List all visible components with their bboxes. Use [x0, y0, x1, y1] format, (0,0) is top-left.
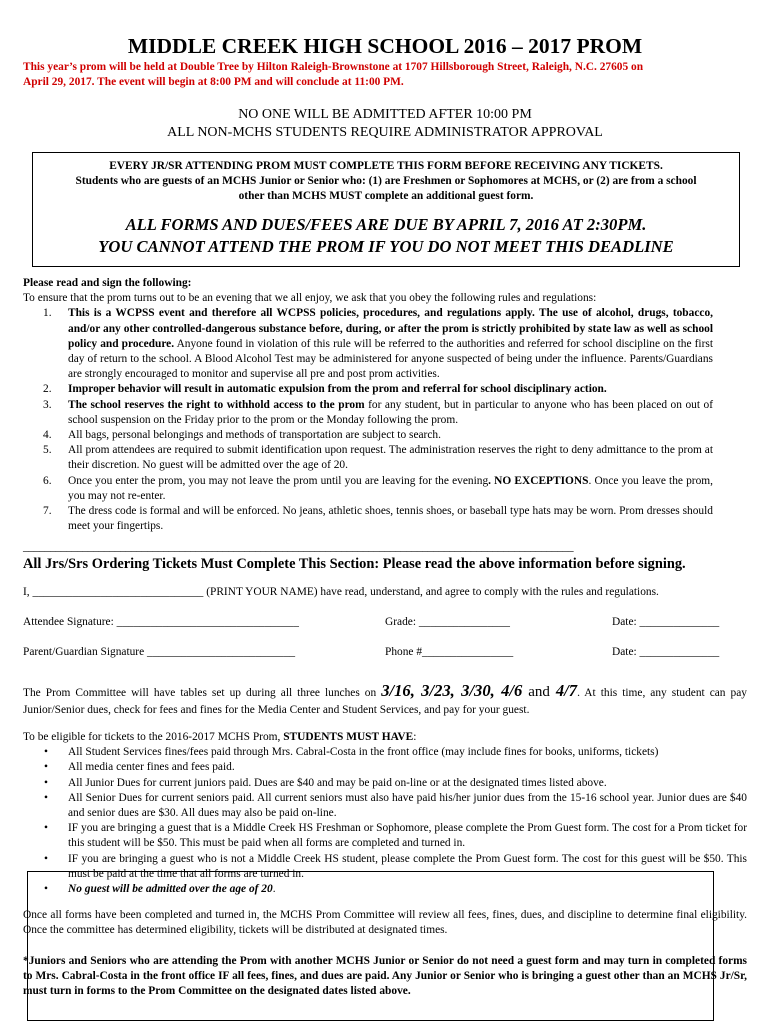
- grade-label: Grade:: [385, 616, 419, 628]
- bullet-icon: •: [44, 791, 48, 804]
- list-item: [23, 821, 747, 851]
- eligibility-intro-text: To be eligible for tickets to the 2016-2017 MCHS Prom,: [23, 731, 284, 743]
- final-eligibility-paragraph: Once all forms have been completed and turned in, the MCHS Prom Committee will review all fees, fines, dues, and discipline to determine final eligibility. Once the committee has determined eligibility, tickets will be distributed at designated times.: [23, 909, 747, 937]
- guest-age-limit-end: .: [272, 883, 276, 896]
- attendee-date-field[interactable]: ______________: [639, 616, 720, 628]
- phone-row: [385, 646, 513, 658]
- rule-number: 3.: [43, 398, 52, 411]
- rule-item: [23, 474, 713, 504]
- notice-box: [32, 152, 740, 267]
- rule-number: 7.: [43, 505, 52, 518]
- rule-6-text: Once you enter the prom, you may not leave the prom until you are leaving for the evening: [68, 474, 489, 487]
- committee-text-start: The Prom Committee will have tables set up during all three lunches on: [23, 687, 382, 699]
- notice-line1: EVERY JR/SR ATTENDING PROM MUST COMPLETE THIS FORM BEFORE RECEIVING ANY TICKETS.: [109, 160, 663, 172]
- list-item: [23, 776, 747, 791]
- committee-paragraph: [23, 682, 747, 719]
- rules-section: [23, 276, 713, 534]
- grade-row: [385, 616, 510, 628]
- list-item: [23, 791, 747, 821]
- eligibility-item-text: All Student Services fines/fees paid through Mrs. Cabral-Costa in the front office (may include fines for books, uniforms, tickets): [68, 746, 659, 759]
- agreement-prefix: I,: [23, 586, 33, 598]
- agreement-text: (PRINT YOUR NAME) have read, understand, and agree to comply with the rules and regulations.: [203, 586, 659, 598]
- eligibility-item-text: IF you are bringing a guest that is a Middle Creek HS Freshman or Sophomore, please complete the Prom Guest form. The cost for a Prom ticket for this student will be $50. This must be paid when all forms are completed and turned in.: [68, 822, 747, 850]
- attendee-signature-field[interactable]: ________________________________: [116, 616, 299, 628]
- list-item: [23, 760, 747, 775]
- juniors-seniors-note: *Juniors and Seniors who are attending the Prom with another MCHS Junior or Senior do not need a guest form and may turn in completed forms to Mrs. Cabral-Costa in the front office IF all fees, fines, and dues are paid. Any Junior or Senior who is bringing a guest other than an MCHS Jr/Sr, must turn in forms to the Prom Committee on the designated dates listed above.: [23, 955, 747, 998]
- rules-list: [23, 306, 713, 534]
- attendee-date-row: [612, 616, 719, 628]
- rule-number: 6.: [43, 474, 52, 487]
- attendee-signature-row: [23, 616, 299, 628]
- page-title: MIDDLE CREEK HIGH SCHOOL 2016 – 2017 PROM: [127, 34, 643, 58]
- rule-6-end: . Once you leave the prom, you may not re-enter.: [68, 474, 714, 502]
- rule-number: 4.: [43, 429, 52, 442]
- eligibility-intro-bold: STUDENTS MUST HAVE: [283, 731, 414, 743]
- eligibility-item-text: All Junior Dues for current juniors paid. Dues are $40 and may be paid on-line or at the designated times listed above.: [68, 776, 607, 789]
- parent-signature-row: [23, 646, 295, 658]
- rule-item: [23, 504, 713, 534]
- rule-item: [23, 398, 713, 428]
- phone-label: Phone #: [385, 646, 423, 658]
- print-name-field[interactable]: ______________________________: [32, 586, 204, 598]
- event-location: [23, 60, 733, 90]
- date-label: Date:: [612, 616, 640, 628]
- lunch-dates: 3/16, 3/23, 3/30, 4/6: [381, 681, 523, 700]
- bullet-icon: •: [44, 852, 48, 865]
- notice-line2: Students who are guests of an MCHS Junior or Senior who: (1) are Freshmen or Sophomores at MCHS, or (2) are from a school: [75, 175, 697, 187]
- notice-line3: other than MCHS MUST complete an additional guest form.: [238, 190, 534, 202]
- rule-7-text: The dress code is formal and will be enforced. No jeans, athletic shoes, tennis shoes, or baseball type hats may be worn. Prom dresses should meet your fingertips.: [68, 505, 713, 533]
- event-location-line1: This year’s prom will be held at Double Tree by Hilton Raleigh-Brownstone at 1707 Hillsborough Street, Raleigh, N.C. 27605 on: [23, 61, 644, 73]
- attendee-signature-label: Attendee Signature:: [23, 616, 117, 628]
- grade-field[interactable]: ________________: [418, 616, 510, 628]
- rule-1-bold: This is a WCPSS event and therefore all WCPSS policies, procedures, and regulations apply. The use of alcohol, drugs, tobacco, and/or any other controlled-dangerous substance before, during, or after the prom is strictly prohibited by state law as well as school policy and procedure.: [68, 307, 713, 350]
- rule-item: [23, 382, 713, 397]
- rule-2-bold: Improper behavior will result in automatic expulsion from the prom and referral for school disciplinary action.: [68, 383, 607, 396]
- agreement-line: [23, 586, 659, 598]
- eligibility-item-text: All media center fines and fees paid.: [68, 761, 235, 774]
- rule-6-bold: . NO EXCEPTIONS: [488, 474, 589, 487]
- admission-warning: [0, 106, 770, 142]
- eligibility-intro-colon: :: [413, 731, 417, 743]
- bullet-icon: •: [44, 761, 48, 774]
- bullet-icon: •: [44, 822, 48, 835]
- rule-item: [23, 306, 713, 382]
- parent-signature-field[interactable]: __________________________: [147, 646, 296, 658]
- deadline-line1: ALL FORMS AND DUES/FEES ARE DUE BY APRIL 7, 2016 AT 2:30PM.: [125, 215, 647, 234]
- rule-3-bold: The school reserves the right to withhold access to the prom: [68, 398, 365, 411]
- guest-age-limit: No guest will be admitted over the age of 20: [68, 883, 273, 896]
- bullet-icon: •: [44, 883, 48, 896]
- rules-intro: To ensure that the prom turns out to be an evening that we all enjoy, we ask that you obey the following rules and regulations:: [23, 292, 597, 305]
- parent-date-field[interactable]: ______________: [639, 646, 720, 658]
- eligibility-intro: [23, 730, 747, 745]
- date-label: Date:: [612, 646, 640, 658]
- eligibility-item-text: All Senior Dues for current seniors paid. All current seniors must also have paid his/her junior dues from the 15-16 school year. Junior dues are $40 and senior dues are $30. All dues may also be paid on-line.: [68, 791, 747, 820]
- rule-item: [23, 443, 713, 473]
- section-divider: ______________________________________________________________________________________________________: [23, 541, 574, 553]
- lunch-last-date: 4/7: [555, 681, 578, 700]
- committee-text-end: . At this time, any student can pay Junior/Senior dues, check for fees and fines for the Media Center and Student Services, and pay for your guest.: [23, 687, 747, 716]
- rule-3-text: for any student, but in particular to anyone who has been placed on out of school suspension on the Friday prior to the prom or the Monday following the prom.: [68, 398, 713, 426]
- signing-section-title: All Jrs/Srs Ordering Tickets Must Complete This Section: Please read the above information before signing.: [23, 556, 686, 572]
- rule-item: [23, 428, 713, 443]
- parent-signature-label: Parent/Guardian Signature: [23, 646, 147, 658]
- deadline-line2: YOU CANNOT ATTEND THE PROM IF YOU DO NOT MEET THIS DEADLINE: [98, 237, 674, 256]
- admission-warning-line2: ALL NON-MCHS STUDENTS REQUIRE ADMINISTRATOR APPROVAL: [167, 125, 603, 140]
- rule-4-text: All bags, personal belongings and methods of transportation are subject to search.: [68, 429, 441, 442]
- phone-field[interactable]: ________________: [422, 646, 514, 658]
- rule-1-text: Anyone found in violation of this rule will be referred to the authorities and referred for school discipline on the first day of return to the school. A Blood Alcohol Test may be administered for anyone suspected of being under the influence. Parents/Guardians are strongly encouraged to monitor and supervise all pre and post prom activities.: [68, 337, 713, 381]
- list-item: [23, 745, 747, 760]
- admission-warning-line1: NO ONE WILL BE ADMITTED AFTER 10:00 PM: [238, 107, 532, 122]
- event-location-line2: April 29, 2017. The event will begin at 8:00 PM and will conclude at 11:00 PM.: [23, 76, 404, 88]
- rule-number: 2.: [43, 383, 52, 396]
- rule-5-text: All prom attendees are required to submit identification upon request. The administration reserves the right to deny admittance to the prom at their discretion. No guest will be admitted over the age of 20.: [68, 444, 713, 472]
- eligibility-item-text: IF you are bringing a guest who is not a Middle Creek HS student, please complete the Prom Guest form. The cost for this guest will be $50. This must be paid at the time that all forms are turned in.: [68, 852, 747, 880]
- rules-heading: Please read and sign the following:: [23, 277, 192, 289]
- committee-and: and: [522, 684, 556, 700]
- bullet-icon: •: [44, 776, 48, 789]
- parent-date-row: [612, 646, 719, 658]
- rule-number: 5.: [43, 444, 52, 457]
- bullet-icon: •: [44, 746, 48, 759]
- rule-number: 1.: [43, 307, 52, 320]
